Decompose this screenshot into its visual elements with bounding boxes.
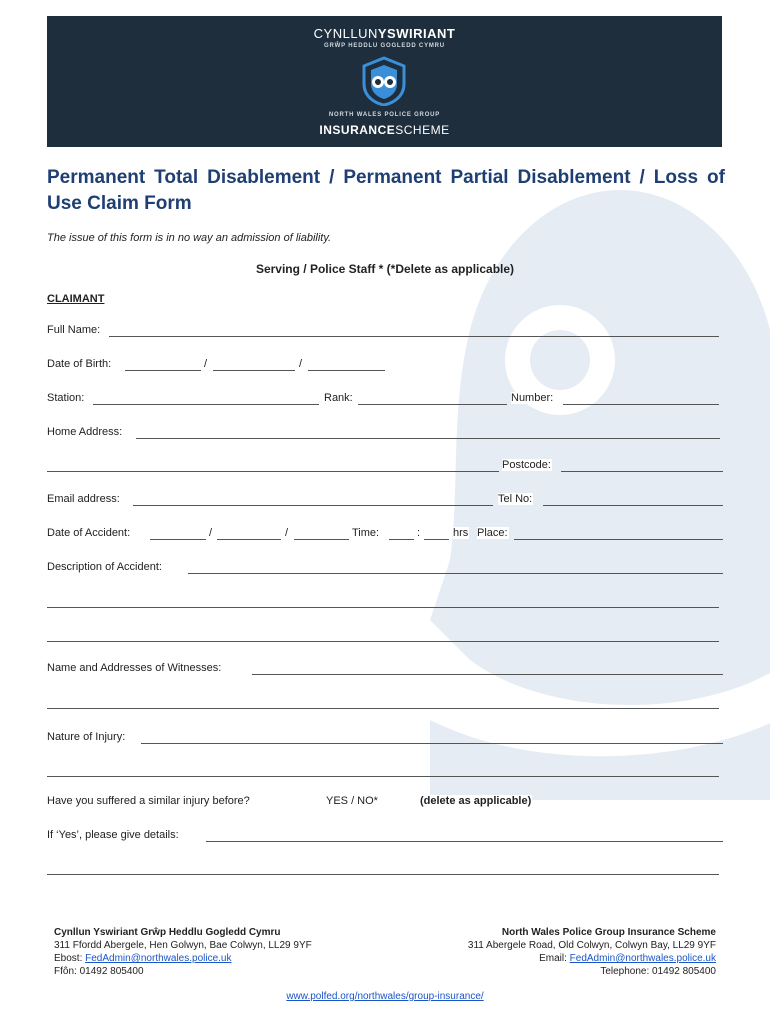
home-address-label: Home Address: xyxy=(47,426,123,438)
time-label: Time: xyxy=(352,527,380,539)
shield-logo-icon xyxy=(361,56,407,106)
accident-date-row xyxy=(47,527,723,541)
witnesses-row xyxy=(47,662,723,676)
footer-english-contact xyxy=(468,926,716,978)
email-row xyxy=(47,493,723,507)
number-field[interactable] xyxy=(563,404,719,405)
welsh-scheme-title: CYNLLUNYSWIRIANT xyxy=(313,26,456,41)
description-line-3-field[interactable] xyxy=(47,641,719,642)
dob-label: Date of Birth: xyxy=(47,358,112,370)
delete-as-applicable-note: (delete as applicable) xyxy=(420,795,532,807)
email-label: Email address: xyxy=(47,493,120,505)
dob-month-field[interactable] xyxy=(213,370,295,371)
postcode-label: Postcode: xyxy=(502,459,551,471)
tel-field[interactable] xyxy=(543,505,723,506)
dob-slash-1: / xyxy=(204,358,208,370)
email-field[interactable] xyxy=(133,505,493,506)
english-scheme-title: INSURANCESCHEME xyxy=(319,123,450,137)
website-footer xyxy=(0,991,770,1002)
witnesses-line-2-row xyxy=(47,696,723,710)
rank-field[interactable] xyxy=(358,404,507,405)
time-minutes-field[interactable] xyxy=(424,539,449,540)
nature-row xyxy=(47,731,723,745)
witnesses-label: Name and Addresses of Witnesses: xyxy=(47,662,222,674)
witnesses-field[interactable] xyxy=(252,674,723,675)
serving-staff-line: Serving / Police Staff * (*Delete as applicable) xyxy=(255,262,515,276)
form-title: Permanent Total Disablement / Permanent Partial Disablement / Loss of Use Claim Form xyxy=(47,167,725,214)
dob-row xyxy=(47,358,723,372)
witnesses-line-2-field[interactable] xyxy=(47,708,719,709)
description-field[interactable] xyxy=(188,573,723,574)
tel-label: Tel No: xyxy=(498,493,533,505)
station-label: Station: xyxy=(47,392,85,404)
accident-day-field[interactable] xyxy=(150,539,206,540)
section-heading-claimant: CLAIMANT xyxy=(47,293,105,305)
website-link[interactable]: www.polfed.org/northwales/group-insurance/ xyxy=(286,991,484,1002)
description-line-2-field[interactable] xyxy=(47,607,719,608)
description-row xyxy=(47,561,723,575)
nature-label: Nature of Injury: xyxy=(47,731,126,743)
description-label: Description of Accident: xyxy=(47,561,162,573)
rank-label: Rank: xyxy=(324,392,353,404)
if-yes-label: If ‘Yes’, please give details: xyxy=(47,829,179,841)
footer-english-email-label: Email: xyxy=(539,953,567,964)
header-banner xyxy=(47,16,722,147)
dob-slash-2: / xyxy=(299,358,303,370)
if-yes-field[interactable] xyxy=(206,841,723,842)
dob-day-field[interactable] xyxy=(125,370,201,371)
footer-english-address: 311 Abergele Road, Old Colwyn, Colwyn Bay, LL29 9YF xyxy=(467,940,716,951)
full-name-field[interactable] xyxy=(109,336,719,337)
if-yes-row xyxy=(47,829,723,843)
footer-welsh-contact xyxy=(54,926,312,978)
nature-line-2-field[interactable] xyxy=(47,776,719,777)
if-yes-line-2-field[interactable] xyxy=(47,874,719,875)
hrs-label: hrs xyxy=(453,527,469,539)
footer-welsh-address: 311 Ffordd Abergele, Hen Golwyn, Bae Colwyn, LL29 9YF xyxy=(54,940,312,951)
liability-disclaimer: The issue of this form is in no way an admission of liability. xyxy=(47,232,332,244)
accident-slash-2: / xyxy=(285,527,289,539)
place-label: Place: xyxy=(477,527,508,539)
accident-year-field[interactable] xyxy=(294,539,349,540)
nature-line-2-row xyxy=(47,764,723,778)
english-scheme-subtitle: NORTH WALES POLICE GROUP xyxy=(328,112,441,118)
full-name-row xyxy=(47,324,723,338)
nature-field[interactable] xyxy=(141,743,723,744)
similar-injury-row xyxy=(47,795,723,809)
accident-date-label: Date of Accident: xyxy=(47,527,131,539)
footer-welsh-name: Cynllun Yswiriant Grŵp Heddlu Gogledd Cymru xyxy=(54,927,281,938)
accident-slash-1: / xyxy=(209,527,213,539)
footer-english-phone: Telephone: 01492 805400 xyxy=(600,966,716,977)
similar-injury-label: Have you suffered a similar injury before? xyxy=(47,795,250,807)
accident-month-field[interactable] xyxy=(217,539,281,540)
footer-welsh-phone: Ffôn: 01492 805400 xyxy=(54,966,144,977)
time-hours-field[interactable] xyxy=(389,539,414,540)
footer-welsh-email-link[interactable]: FedAdmin@northwales.police.uk xyxy=(85,953,232,964)
yes-no-option[interactable]: YES / NO* xyxy=(326,795,378,807)
place-field[interactable] xyxy=(514,539,723,540)
time-colon: : xyxy=(417,527,421,539)
dob-year-field[interactable] xyxy=(308,370,385,371)
postcode-field[interactable] xyxy=(561,471,723,472)
home-address-field[interactable] xyxy=(136,438,720,439)
number-label: Number: xyxy=(511,392,554,404)
footer-welsh-email-label: Ebost: xyxy=(54,953,83,964)
description-line-3-row xyxy=(47,629,723,643)
home-address-line-2-field[interactable] xyxy=(47,471,499,472)
postcode-row xyxy=(47,459,723,473)
if-yes-line-2-row xyxy=(47,862,723,876)
welsh-scheme-subtitle: GRŴP HEDDLU GOGLEDD CYMRU xyxy=(324,43,445,49)
footer-english-name: North Wales Police Group Insurance Scheme xyxy=(501,927,716,938)
full-name-label: Full Name: xyxy=(47,324,101,336)
footer-english-email-link[interactable]: FedAdmin@northwales.police.uk xyxy=(569,953,716,964)
home-address-row xyxy=(47,426,723,440)
station-row xyxy=(47,392,723,406)
description-line-2-row xyxy=(47,595,723,609)
station-field[interactable] xyxy=(93,404,319,405)
